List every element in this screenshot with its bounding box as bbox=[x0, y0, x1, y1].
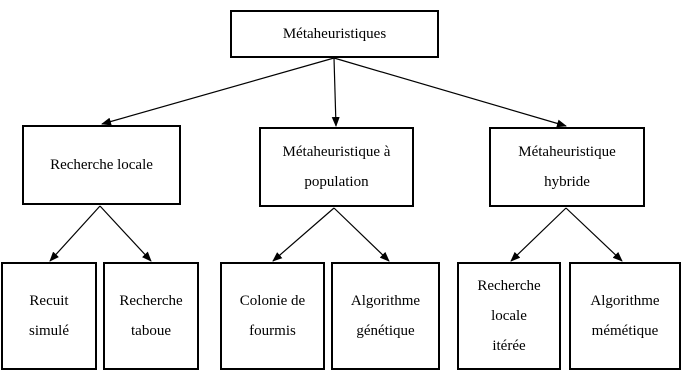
leaf-label: Algorithme génétique bbox=[350, 293, 421, 339]
arrow-hybrid-to-memetique bbox=[566, 208, 622, 261]
leaf-node-memetic-algorithm bbox=[569, 262, 681, 370]
root-node bbox=[230, 10, 439, 58]
leaf-node-iterated-local-search bbox=[457, 262, 561, 370]
category-label: Recherche locale bbox=[50, 157, 153, 173]
arrow-hybrid-to-iteree bbox=[511, 208, 566, 261]
leaf-node-tabu-search bbox=[103, 262, 199, 370]
leaf-label: Colonie de fourmis bbox=[239, 293, 306, 339]
arrow-local-to-tabou bbox=[100, 206, 151, 261]
leaf-label: Recherche taboue bbox=[119, 293, 183, 339]
arrow-population-to-genetique bbox=[334, 208, 389, 261]
arrow-root-to-population bbox=[334, 58, 336, 126]
arrow-population-to-colonie bbox=[273, 208, 334, 261]
root-label: Métaheuristiques bbox=[282, 26, 387, 42]
leaf-node-ant-colony bbox=[220, 262, 325, 370]
leaf-label: Algorithme mémétique bbox=[590, 293, 660, 339]
category-node-population bbox=[259, 127, 414, 207]
leaf-label: Recherche locale itérée bbox=[477, 278, 541, 354]
category-node-hybrid bbox=[489, 127, 645, 207]
category-label: Métaheuristique à population bbox=[282, 144, 391, 190]
arrow-local-to-recuit bbox=[50, 206, 100, 261]
category-label: Métaheuristique hybride bbox=[518, 144, 616, 190]
leaf-label: Recuit simulé bbox=[29, 293, 69, 339]
arrow-root-to-hybrid bbox=[334, 58, 566, 126]
leaf-node-genetic-algorithm bbox=[331, 262, 440, 370]
leaf-node-simulated-annealing bbox=[1, 262, 97, 370]
category-node-local-search bbox=[22, 125, 181, 205]
arrow-root-to-local bbox=[102, 58, 334, 124]
